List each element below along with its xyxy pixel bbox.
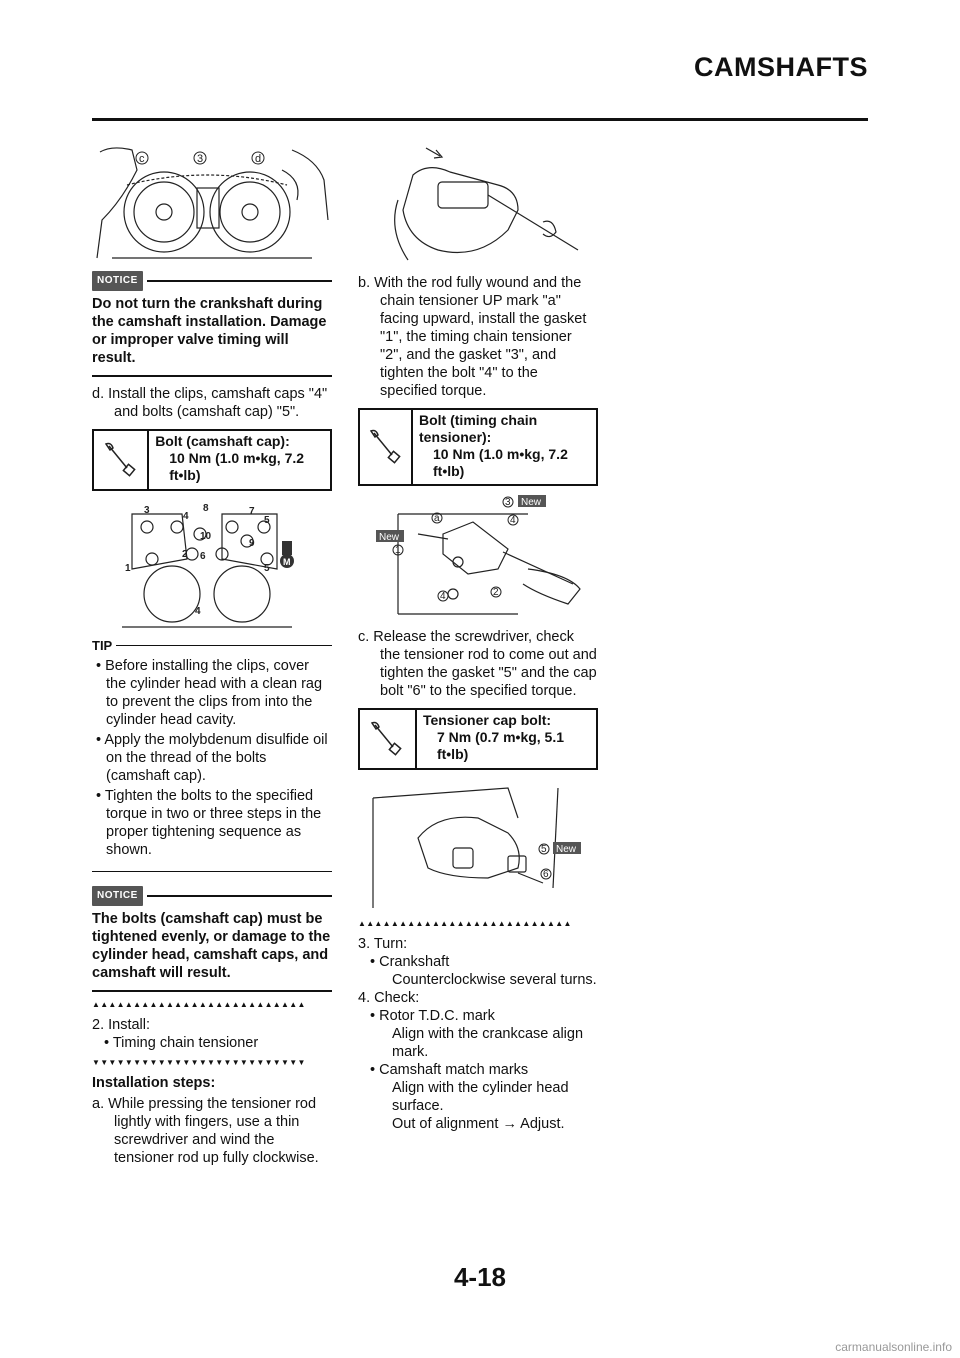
torque-value: 10 Nm (1.0 m•kg, 7.2 ft•lb)	[433, 446, 568, 479]
step-4-out-of-alignment: Out of alignment → Adjust.	[392, 1116, 565, 1132]
new-badge: New	[379, 532, 400, 543]
fig2-label: 8	[203, 502, 209, 514]
torque-wrench-icon	[360, 410, 413, 484]
step-b: b. With the rod fully wound and the chain tensioner UP mark "a" facing upward, install the gasket "1", the timing chain tensioner "2", and the gasket "3", and tighten the bolt "4" to the specified torque.	[358, 275, 587, 399]
step-4-desc: Align with the cylinder head surface.	[392, 1080, 569, 1114]
torque-value: 7 Nm (0.7 m•kg, 5.1 ft•lb)	[436, 729, 565, 762]
notice-text: Do not turn the crankshaft during the camshaft installation. Damage or improper valve timing will result.	[92, 296, 327, 366]
step-3-item: • Crankshaft	[370, 954, 450, 970]
fig2-label: 4	[195, 605, 201, 617]
torque-title: Tensioner cap bolt:	[422, 712, 552, 728]
divider	[92, 871, 332, 873]
figure-tightening-sequence	[92, 499, 332, 629]
left-column	[92, 140, 332, 1167]
tip-item: • Tighten the bolts to the specified torque in two or three steps in the proper tightening sequence as shown.	[96, 787, 322, 858]
fig2-label: 2	[182, 548, 188, 560]
step-a: a. While pressing the tensioner rod lightly with fingers, use a thin screwdriver and wind the tensioner rod up fully clockwise.	[92, 1095, 319, 1166]
torque-wrench-icon	[360, 710, 417, 768]
fig4-label: 1	[395, 545, 401, 556]
torque-spec-camshaft-cap	[92, 429, 332, 491]
step-d: d. Install the clips, camshaft caps "4" and bolts (camshaft cap) "5".	[92, 385, 328, 420]
fig5-label: 6	[543, 869, 549, 880]
tip-label: TIP	[92, 637, 113, 653]
fig2-label: 3	[144, 504, 150, 516]
installation-steps-title: Installation steps:	[92, 1074, 216, 1091]
torque-title: Bolt (camshaft cap):	[155, 432, 290, 449]
step-4-desc: Align with the crankcase align mark.	[392, 1026, 584, 1060]
figure-camshaft-sprockets	[92, 140, 332, 265]
step-2-title: 2. Install:	[92, 1016, 151, 1033]
arrow-right-icon: →	[502, 1116, 517, 1132]
torque-title: Bolt (timing chain tensioner):	[419, 412, 538, 445]
fig4-label: 4	[440, 591, 446, 602]
fig2-label: 5	[264, 514, 270, 526]
fig2-label: 5	[264, 562, 270, 574]
divider	[92, 990, 332, 992]
steps-end-marker: ▲▲▲▲▲▲▲▲▲▲▲▲▲▲▲▲▲▲▲▲▲▲▲▲▲▲	[358, 919, 572, 928]
fig1-label-d: d	[255, 153, 262, 165]
torque-spec-timing-chain-tensioner	[358, 408, 598, 486]
right-column	[358, 140, 598, 1133]
torque-spec-tensioner-cap-bolt	[358, 708, 598, 770]
page-number: 4-18	[453, 1262, 507, 1292]
notice-badge: NOTICE	[92, 886, 143, 906]
torque-value: 10 Nm (1.0 m•kg, 7.2 ft•lb)	[169, 449, 305, 483]
fig4-label: 2	[493, 587, 499, 598]
new-badge: New	[556, 844, 577, 855]
fig4-label: a	[434, 513, 440, 524]
steps-start-marker: ▼▼▼▼▼▼▼▼▼▼▼▼▼▼▼▼▼▼▼▼▼▼▼▼▼▼	[92, 1057, 306, 1067]
fig2-label: 7	[249, 505, 255, 517]
fig2-label: 6	[200, 550, 206, 562]
fig4-label: 3	[505, 497, 511, 508]
notice-text: The bolts (camshaft cap) must be tightened evenly, or damage to the cylinder head, camshaft caps, and camshaft will result.	[92, 911, 331, 981]
watermark: carmanualsonline.info	[835, 1340, 952, 1354]
step-4-item: • Rotor T.D.C. mark	[370, 1008, 495, 1024]
tip-header	[92, 637, 332, 655]
tip-item: • Before installing the clips, cover the cylinder head with a clean rag to prevent the clips from into the cylinder head cavity.	[96, 657, 323, 728]
figure-tensioner-install	[358, 494, 598, 622]
step-4-title: 4. Check:	[358, 990, 420, 1006]
section-start-marker: ▲▲▲▲▲▲▲▲▲▲▲▲▲▲▲▲▲▲▲▲▲▲▲▲▲▲	[92, 999, 306, 1009]
notice-badge: NOTICE	[92, 271, 143, 291]
fig1-label-c: c	[139, 153, 145, 165]
step-2-item: • Timing chain tensioner	[104, 1034, 259, 1051]
step-4-item: • Camshaft match marks	[370, 1062, 529, 1078]
fig2-label: 10	[200, 530, 212, 542]
page-title: CAMSHAFTS	[694, 52, 868, 82]
torque-wrench-icon	[94, 431, 149, 489]
fig2-label: 9	[249, 537, 255, 549]
fig2-label: 1	[125, 562, 131, 574]
fig5-label: 5	[541, 844, 547, 855]
figure-tensioner-screwdriver	[358, 140, 598, 268]
fig1-label-3: 3	[197, 153, 204, 165]
molybdenum-oil-icon: M	[283, 556, 291, 567]
divider	[92, 375, 332, 377]
new-badge: New	[521, 497, 542, 508]
header-rule	[92, 118, 868, 121]
figure-tensioner-cap	[358, 778, 598, 913]
tip-item: • Apply the molybdenum disulfide oil on the thread of the bolts (camshaft cap).	[96, 731, 328, 784]
step-c: c. Release the screwdriver, check the tensioner rod to come out and tighten the gasket "5" and the cap bolt "6" to the specified torque.	[358, 629, 597, 699]
notice-header	[92, 271, 332, 291]
step-3-desc: Counterclockwise several turns.	[392, 972, 597, 988]
step-3-title: 3. Turn:	[358, 936, 408, 952]
fig2-label: 4	[183, 510, 189, 522]
fig4-label: 4	[510, 515, 516, 526]
notice-header	[92, 886, 332, 906]
